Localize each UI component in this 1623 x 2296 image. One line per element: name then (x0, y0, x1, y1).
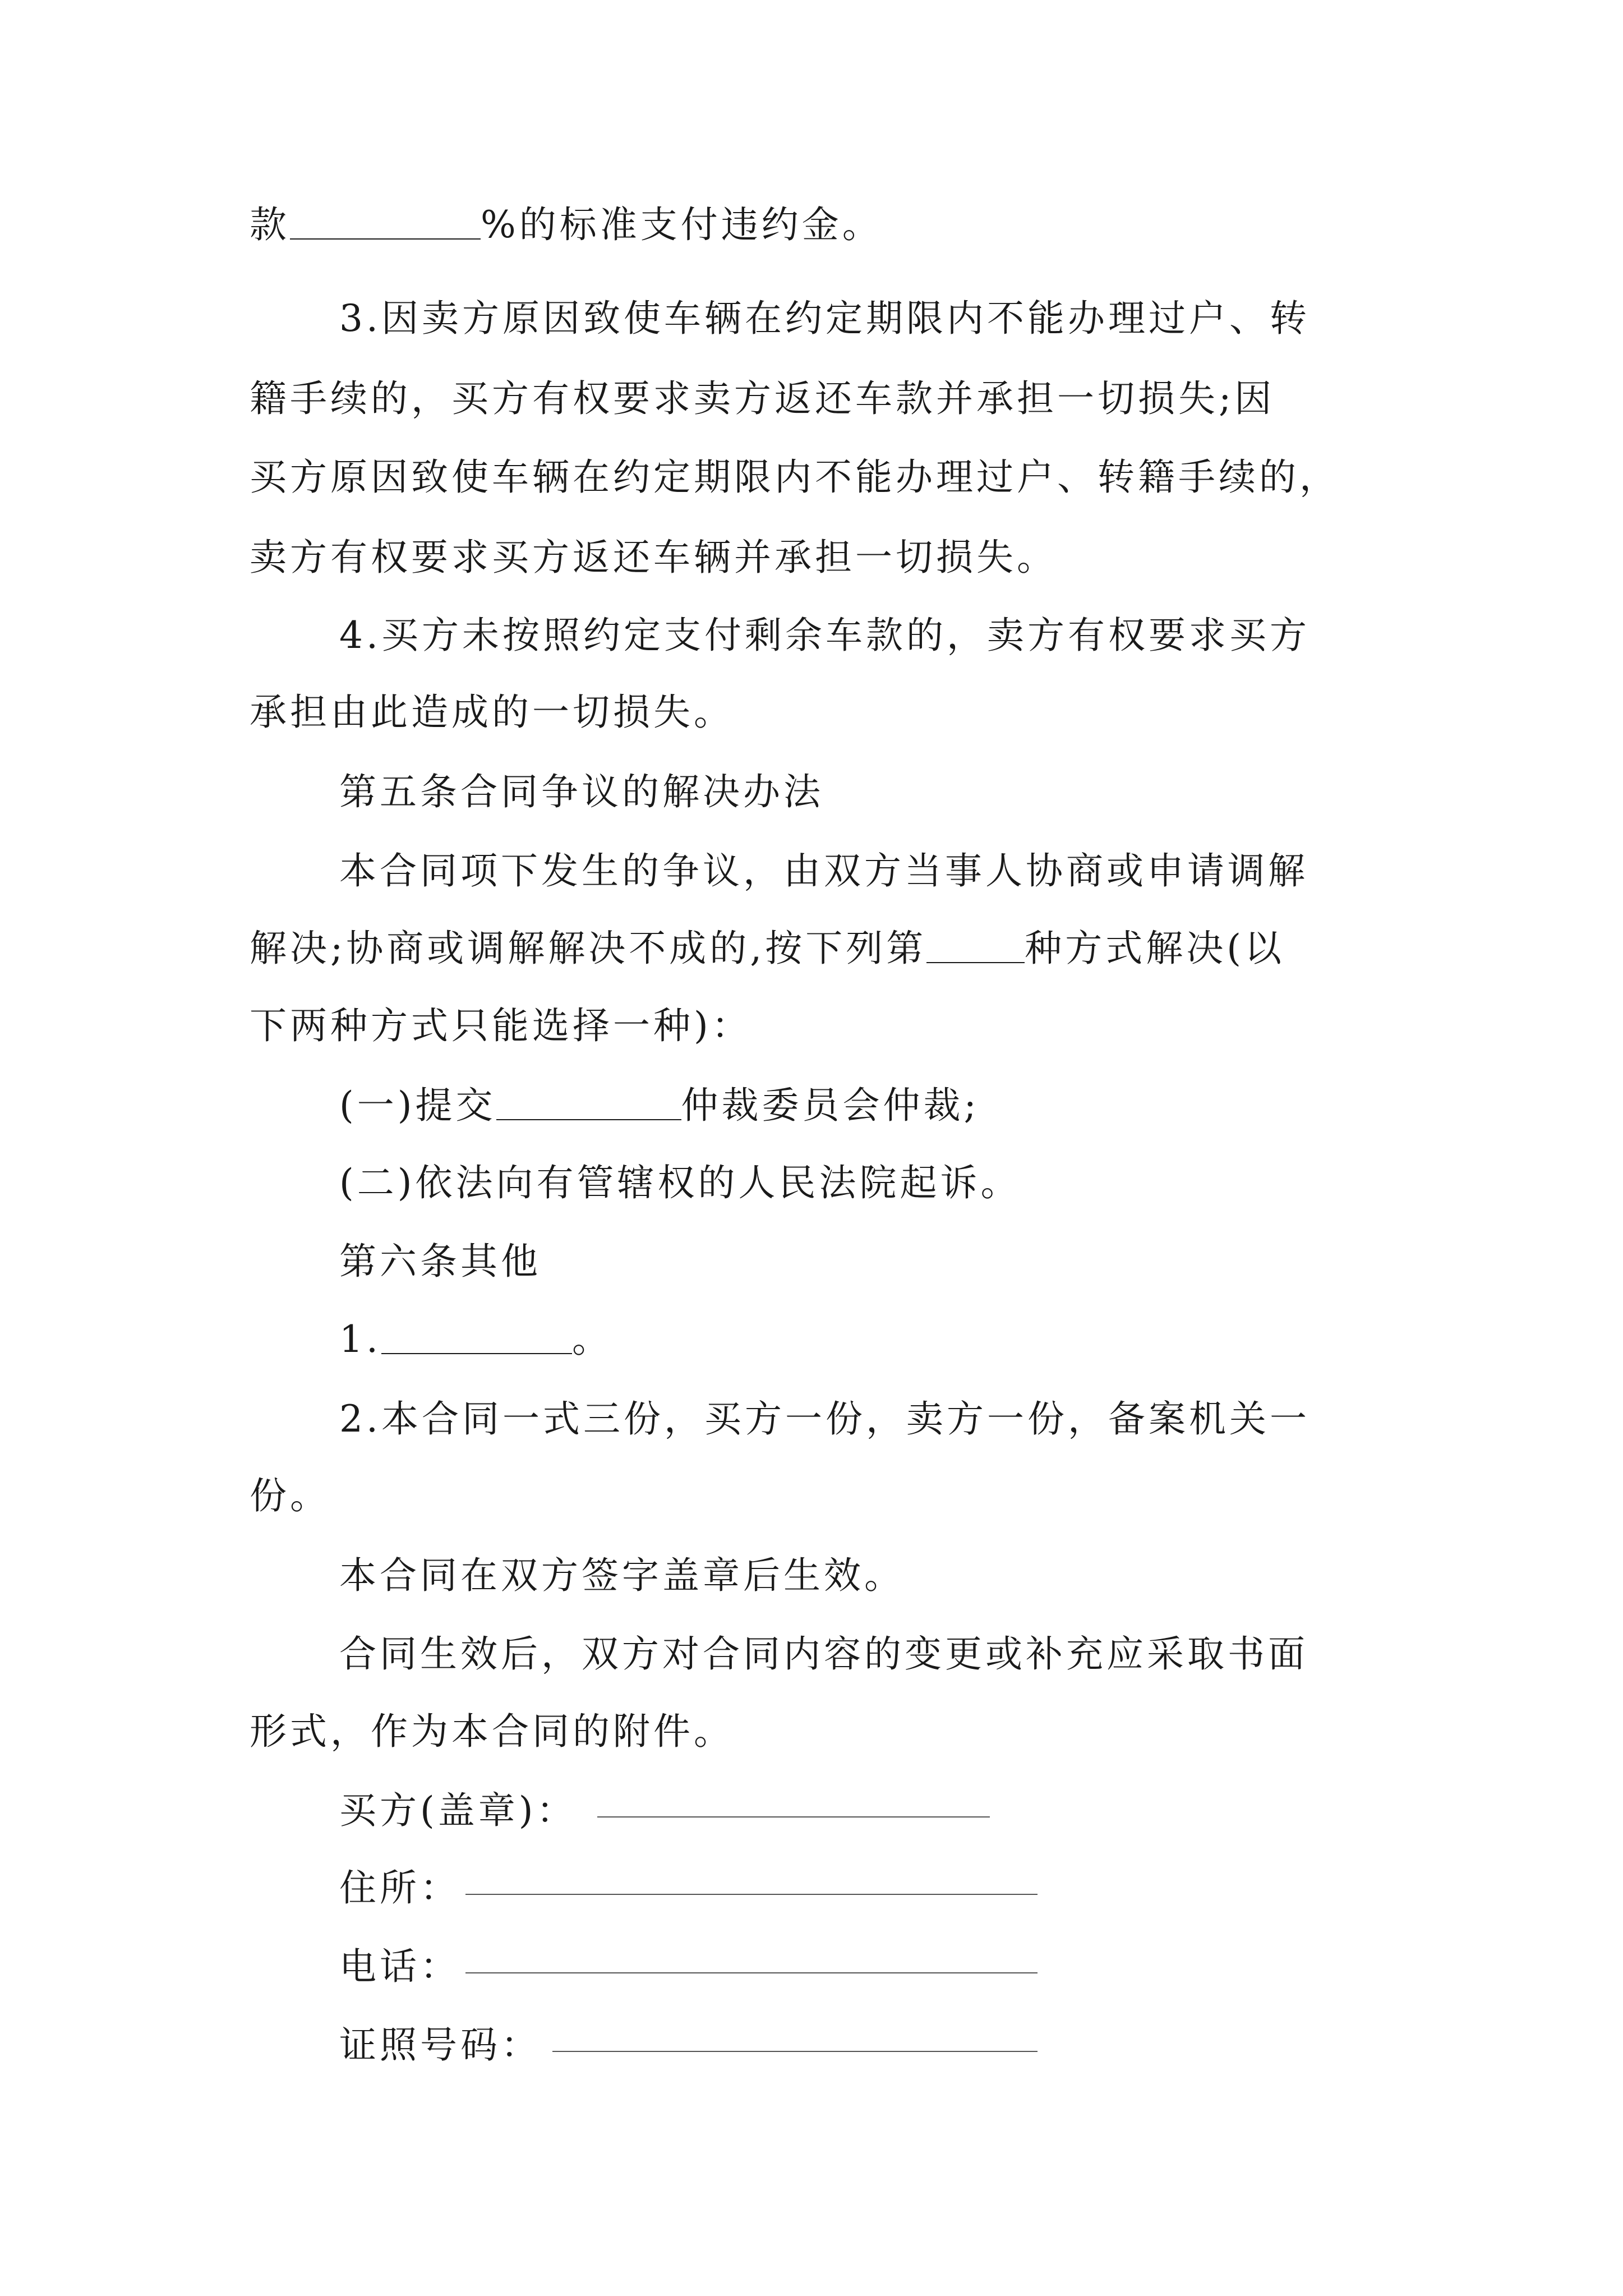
section-heading: 第六条其他 (339, 1240, 541, 1283)
text-fragment: 。 (571, 1318, 612, 1361)
text-line: 承担由此造成的一切损失。 (250, 691, 734, 734)
buyer-seal-label: 买方(盖章)： (339, 1789, 577, 1832)
address-label: 住所： (339, 1866, 460, 1910)
license-number-label: 证照号码： (339, 2023, 541, 2067)
text-line: 2.本合同一式三份，买方一份，卖方一份，备案机关一 (339, 1397, 1310, 1441)
fill-blank-arbitration-committee (496, 1084, 681, 1120)
fill-blank-option-number (926, 927, 1025, 963)
text-fragment: 款 (250, 203, 290, 246)
text-line: 下两种方式只能选择一种)： (250, 1004, 752, 1047)
text-line: 形式，作为本合同的附件。 (250, 1710, 734, 1753)
text-line: 卖方有权要求买方返还车辆并承担一切损失。 (250, 536, 1057, 579)
text-line (250, 200, 1388, 250)
text-fragment: %的标准支付违约金。 (481, 203, 883, 246)
text-fragment: 1. (339, 1318, 381, 1361)
text-line (250, 923, 1388, 974)
text-line: 合同生效后，双方对合同内容的变更或补充应采取书面 (339, 1632, 1308, 1676)
text-fragment: (一)提交 (339, 1084, 496, 1127)
fill-blank-other-terms (381, 1318, 572, 1354)
text-line: 本合同项下发生的争议，由双方当事人协商或申请调解 (339, 849, 1308, 892)
license-number-line (552, 2051, 1038, 2052)
text-line (339, 1314, 1478, 1365)
text-line: (二)依法向有管辖权的人民法院起诉。 (339, 1161, 1021, 1204)
text-fragment: 仲裁委员会仲裁; (681, 1084, 980, 1127)
text-line: 买方原因致使车辆在约定期限内不能办理过户、转籍手续的， (250, 455, 1340, 499)
buyer-seal-line (597, 1816, 990, 1818)
address-line (465, 1894, 1038, 1895)
text-line: 籍手续的，买方有权要求卖方返还车款并承担一切损失;因 (250, 377, 1275, 420)
phone-line (465, 1972, 1038, 1973)
text-line: 本合同在双方签字盖章后生效。 (339, 1554, 905, 1597)
text-fragment: 解决;协商或调解解决不成的,按下列第 (250, 927, 927, 970)
text-line: 4.买方未按照约定支付剩余车款的，卖方有权要求买方 (339, 614, 1310, 657)
phone-label: 电话： (339, 1945, 460, 1988)
text-line (339, 1080, 1478, 1131)
section-heading: 第五条合同争议的解决办法 (339, 770, 824, 813)
text-line: 份。 (250, 1474, 330, 1517)
fill-blank-penalty-percent (290, 204, 481, 240)
text-line: 3.因卖方原因致使车辆在约定期限内不能办理过户、转 (339, 297, 1310, 340)
text-fragment: 种方式解决(以 (1025, 927, 1285, 970)
